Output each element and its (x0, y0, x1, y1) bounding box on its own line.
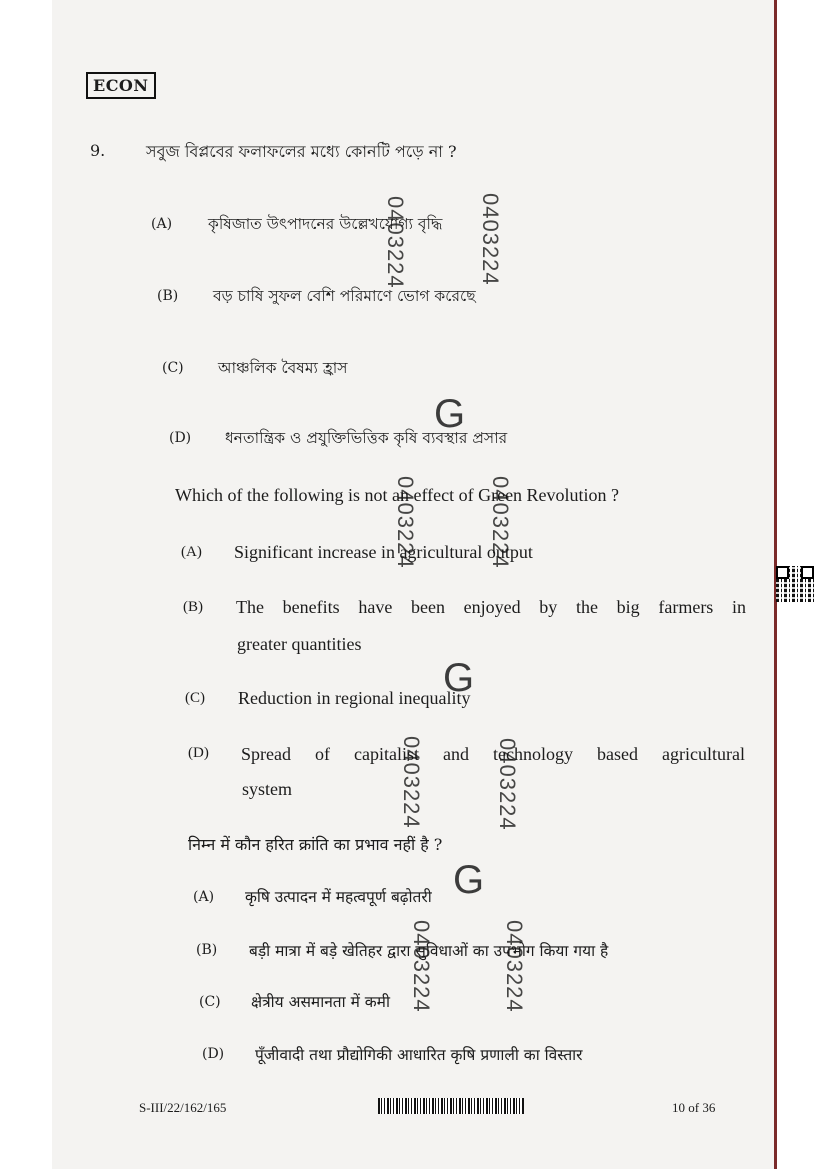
hindi-option-a-label: (A) (193, 889, 215, 905)
subject-tag: ECON (86, 72, 156, 99)
barcode (378, 1098, 524, 1114)
hindi-option-a: कृषि उत्पादन में महत्वपूर्ण बढ़ोतरी (245, 888, 432, 906)
watermark-code: 0403224 (409, 920, 434, 1013)
bengali-option-a: কৃষিজাত উৎপাদনের উল্লেখযোগ্য বৃদ্ধি (208, 215, 443, 233)
watermark-code: 0403224 (495, 738, 520, 831)
english-option-a: Significant increase in agricultural output (234, 542, 533, 562)
question-text-hindi: निम्न में कौन हरित क्रांति का प्रभाव नहीं है ? (188, 835, 443, 854)
watermark-letter: G (434, 392, 466, 436)
watermark-code: 0403224 (478, 193, 503, 286)
watermark-code: 0403224 (502, 920, 527, 1013)
bengali-option-d-label: (D) (169, 430, 192, 446)
question-text-english: Which of the following is not an effect of Green Revolution ? (175, 485, 620, 505)
footer-page-number: 10 of 36 (672, 1100, 716, 1115)
watermark-code: 0403224 (383, 196, 408, 289)
bengali-option-c: আঞ্চলিক বৈষম্য হ্রাস (218, 359, 348, 377)
hindi-option-b-label: (B) (196, 942, 218, 958)
english-option-d-line2: system (242, 779, 293, 799)
english-option-c-label: (C) (185, 690, 205, 706)
watermark-code: 0403224 (393, 476, 418, 569)
watermark-code: 0403224 (488, 476, 513, 569)
english-option-c: Reduction in regional inequality (238, 688, 471, 708)
hindi-option-c-label: (C) (199, 994, 221, 1010)
hindi-option-d: पूँजीवादी तथा प्रौद्योगिकी आधारित कृषि प्रणाली का विस्तार (255, 1046, 583, 1064)
bengali-option-d: ধনতান্ত্রিক ও প্রযুক্তিভিত্তিক কৃষি ব্যবস্থার প্রসার (225, 429, 508, 447)
bengali-option-b-label: (B) (157, 288, 179, 304)
english-option-d-line1: Spread of capitalist and technology based agricultural (241, 744, 745, 764)
english-option-d-label: (D) (188, 745, 209, 761)
english-option-b-line2: greater quantities (237, 634, 362, 654)
english-option-b-label: (B) (183, 599, 203, 615)
hindi-option-b: बड़ी मात्रा में बड़े खेतिहर द्वारा सुविधाओं का उपभोग किया गया है (249, 942, 609, 960)
question-text-bengali: সবুজ বিপ্লবের ফলাফলের মধ্যে কোনটি পড়ে না ? (146, 142, 457, 161)
bengali-option-c-label: (C) (162, 360, 184, 376)
english-option-b-line1: The benefits have been enjoyed by the big farmers in (236, 597, 746, 617)
english-option-a-label: (A) (181, 544, 202, 560)
hindi-option-d-label: (D) (202, 1046, 225, 1062)
footer-paper-code: S-III/22/162/165 (139, 1100, 227, 1115)
hindi-option-c: क्षेत्रीय असमानता में कमी (251, 993, 390, 1011)
bengali-option-a-label: (A) (151, 216, 173, 232)
watermark-letter: G (453, 858, 485, 902)
question-number: 9. (90, 141, 106, 160)
qr-code (776, 566, 814, 602)
watermark-code: 0403224 (399, 736, 424, 829)
bengali-option-b: বড় চাষি সুফল বেশি পরিমাণে ভোগ করেছে (213, 287, 476, 305)
watermark-letter: G (443, 656, 475, 700)
